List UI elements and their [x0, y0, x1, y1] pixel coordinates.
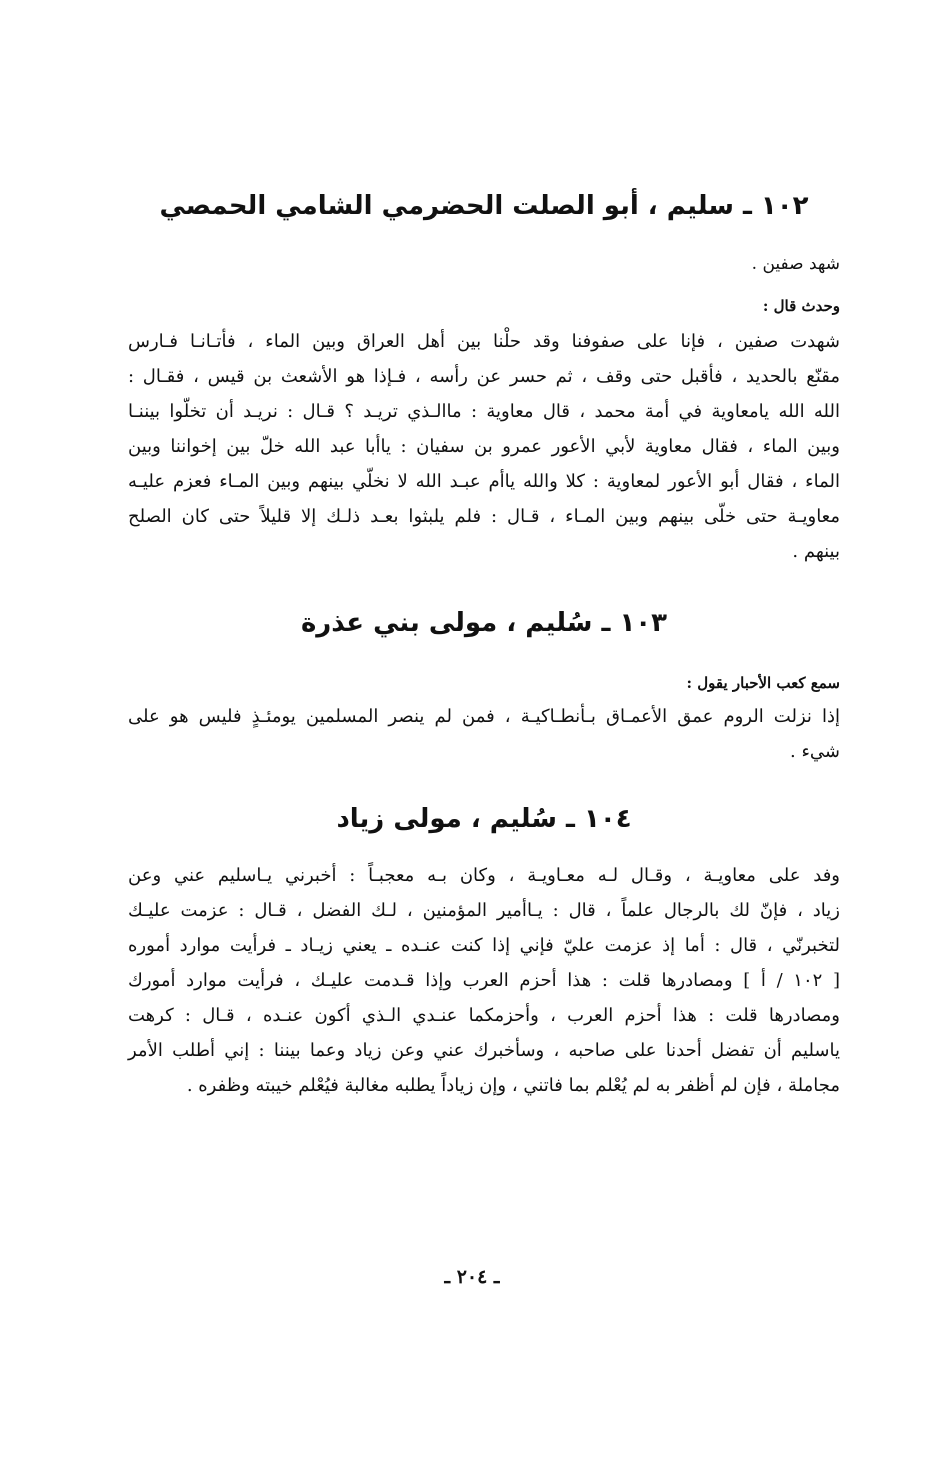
- section-heading-102: ١٠٢ ـ سليم ، أبو الصلت الحضرمي الشامي الحمصي: [159, 191, 809, 221]
- text-line: ومصادرها قلت : هذا أحزم العرب ، وأحزمكما عنـدي الـذي أكون عنـده ، قـال : كرهت: [128, 1005, 840, 1027]
- text-line: لتخبرنّي ، قال : أما إذ عزمت عليّ فإني إذا كنت عنـده ـ يعني زيـاد ـ فرأيت موارد أموره: [128, 935, 840, 957]
- section-lead-102: وحدث قال :: [762, 296, 840, 315]
- section-lead-103: سمع كعب الأحبار يقول :: [686, 673, 840, 692]
- text-line: وفد على معاويـة ، وقـال لـه معـاويـة ، وكان بـه معجبـاً : أخبرني يـاسليم عني وعن: [128, 865, 840, 887]
- text-line: ياسليم أن تفضل أحدنا على صاحبه ، وسأخبرك عني وعن زياد وعما بيننا : إني أطلب الأمر: [128, 1040, 840, 1062]
- page-body: [128, 190, 840, 1103]
- section-heading-104: ١٠٤ ـ سُليم ، مولى زياد: [336, 803, 632, 834]
- section-heading-103: ١٠٣ ـ سُليم ، مولى بني عذرة: [300, 607, 668, 638]
- section-body-104: [128, 858, 840, 1103]
- text-line: إذا نزلت الروم عمق الأعمـاق بـأنطـاكيـة ، فمن لم ينصر المسلمين يومئـذٍ فليس هو على: [128, 705, 840, 727]
- text-line: شهدت صفين ، فإنا على صفوفنا وقد حلْنا بين أهل العراق وبين الماء ، فأتـانـا فـارس: [128, 330, 840, 352]
- page-number: ـ ٢٠٤ ـ: [444, 1266, 500, 1288]
- text-line: بينهم .: [792, 540, 840, 562]
- text-line: مجاملة ، فإن لم أظفر به لم يُعْلم بما فاتني ، وإن زياداً يطلبه مغالبة فيُعْلم خيبته وظفره .: [186, 1075, 840, 1097]
- text-line: الله الله يامعاوية في أمة محمد ، قال معاوية : ماالـذي تريـد ؟ قـال : نريـد أن تخلّوا بيننـا: [128, 400, 840, 422]
- text-line: شيء .: [790, 740, 840, 762]
- text-line: مقنّع بالحديد ، فأقبل حتى وقف ، ثم حسر عن رأسه ، فـإذا هو الأشعث بن قيس ، فقـال :: [128, 365, 840, 387]
- text-line: وبين الماء ، فقال معاوية لأبي الأعور عمرو بن سفيان : ياأبا عبد الله خلّ بين إخواننا وبين: [128, 435, 840, 457]
- text-line: [ ١٠٢ / أ ] ومصادرها قلت : هذا أحزم العرب وإذا قـدمت عليـك ، فرأيت موارد أمورك: [128, 970, 840, 992]
- section-body-102: [128, 324, 840, 569]
- section-body-103: [128, 699, 840, 769]
- text-line: زياد ، فإنّ لك بالرجال علماً ، قال : يـاأمير المؤمنين ، لـك الفضل ، قـال : عزمت عليـك: [128, 900, 840, 922]
- text-line: معاويـة حتى خلّى بينهم وبين المـاء ، قـال : فلم يلبثوا بعـد ذلـك إلا قليلاً حتى كان الصلح: [128, 505, 840, 527]
- section-note-102: شهد صفين .: [751, 253, 840, 274]
- text-line: الماء ، فقال أبو الأعور لمعاوية : كلا والله ياأم عبـد الله لا نخلّي بينهم وبين المـاء فعزم عليـه: [128, 470, 840, 492]
